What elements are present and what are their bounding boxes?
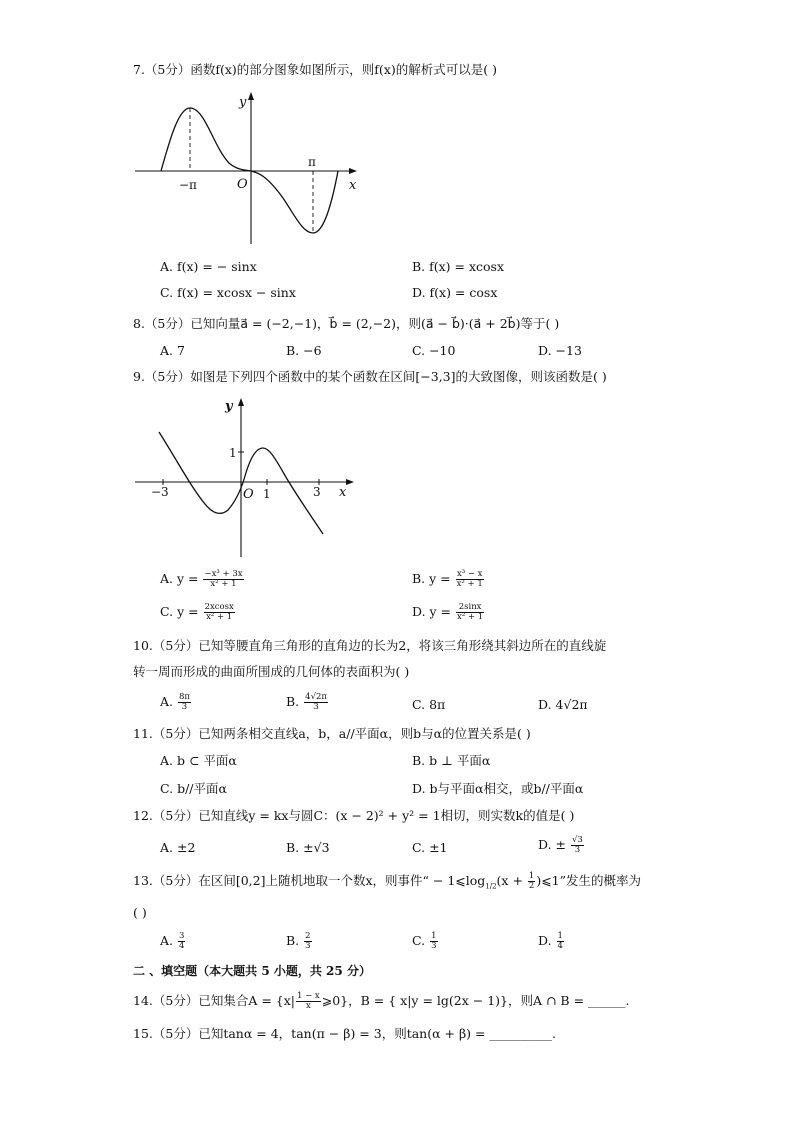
q13-option-b[interactable] xyxy=(286,932,313,951)
q12-d-fraction xyxy=(571,836,584,855)
q9-d-den: x² + 1 xyxy=(457,612,484,622)
q13-d-prefix: D. xyxy=(538,933,552,948)
q9-y-label: y xyxy=(225,399,233,414)
q9-a-prefix: A. y = xyxy=(160,571,199,586)
q13-c-prefix: C. xyxy=(412,933,426,948)
q7-y-label: y xyxy=(239,95,247,110)
q14-fraction xyxy=(296,992,321,1011)
q11-option-a[interactable]: A. b ⊂ 平面α xyxy=(160,753,237,768)
q7-x-arrow xyxy=(349,168,357,174)
q9-option-a[interactable] xyxy=(160,570,245,589)
q13-a-prefix: A. xyxy=(160,933,174,948)
q12-option-c[interactable]: C. ±1 xyxy=(412,840,448,855)
q13-stem-c: )⩽1”发生的概率为 xyxy=(536,873,642,888)
q8-option-d[interactable]: D. −13 xyxy=(538,343,582,358)
q10-a-prefix: A. xyxy=(160,694,174,709)
q10-option-b[interactable] xyxy=(286,693,329,712)
q12-option-a[interactable]: A. ±2 xyxy=(160,840,196,855)
q13-c-den: 3 xyxy=(431,941,437,951)
q9-d-prefix: D. y = xyxy=(412,604,452,619)
q9-a-fraction xyxy=(203,570,243,589)
q9-a-den: x² + 1 xyxy=(210,579,237,589)
q13-option-d[interactable] xyxy=(538,932,565,951)
q9-c-den: x² + 1 xyxy=(206,612,233,622)
q13-d-num: 1 xyxy=(557,931,563,941)
q9-option-d[interactable] xyxy=(412,603,485,622)
q10-b-prefix: B. xyxy=(286,694,300,709)
q14-suffix: ⩾0}，B = { x|y = lg(2x − 1)}，则A ∩ B = ______. xyxy=(321,993,630,1008)
q14-num: 1 − x xyxy=(297,991,320,1001)
q10-option-a[interactable] xyxy=(160,693,192,712)
q13-option-c[interactable] xyxy=(412,932,439,951)
q9-stem: 9.（5分）如图是下列四个函数中的某个函数在区间[−3,3]的大致图像，则该函数是( ) xyxy=(133,369,607,384)
q9-b-den: x² + 1 xyxy=(456,579,483,589)
q8-option-a[interactable]: A. 7 xyxy=(160,343,185,358)
q9-b-fraction xyxy=(456,570,484,589)
q13-c-fraction xyxy=(430,932,437,951)
q13-half-fraction xyxy=(528,872,535,891)
q9-b-prefix: B. y = xyxy=(412,571,451,586)
q10-stem-line2: 转一周而形成的曲面所围成的几何体的表面积为( ) xyxy=(133,664,410,679)
q10-b-num: 4√2π xyxy=(305,692,327,702)
q14-stem xyxy=(133,992,630,1011)
q7-graph xyxy=(133,88,365,248)
q9-d-num: 2sinx xyxy=(456,603,484,613)
q11-stem: 11.（5分）已知两条相交直线a，b，a//平面α，则b与α的位置关系是( ) xyxy=(133,726,531,741)
q9-option-b[interactable] xyxy=(412,570,485,589)
q12-d-prefix: D. ± xyxy=(538,837,566,852)
q9-x-label: x xyxy=(339,485,347,500)
q10-b-fraction xyxy=(304,693,328,712)
q13-half-den: 2 xyxy=(528,881,535,891)
q8-option-b[interactable]: B. −6 xyxy=(286,343,322,358)
q13-b-num: 2 xyxy=(305,931,311,941)
q7-y-arrow xyxy=(248,92,254,100)
q7-x-label: x xyxy=(349,178,357,193)
q10-stem-line1: 10.（5分）已知等腰直角三角形的直角边的长为2，将该三角形绕其斜边所在的直线旋 xyxy=(133,638,607,653)
q10-a-den: 3 xyxy=(181,702,188,712)
q9-c-num: 2xcosx xyxy=(204,602,234,612)
q9-c-prefix: C. y = xyxy=(160,604,199,619)
q8-stem: 8.（5分）已知向量a⃗ = (−2,−1)，b⃗ = (2,−2)，则(a⃗ − b⃗)·(a⃗ + 2b⃗)等于( ) xyxy=(133,316,560,331)
q8-option-c[interactable]: C. −10 xyxy=(412,343,456,358)
q13-d-den: 4 xyxy=(557,941,563,951)
q13-b-den: 3 xyxy=(305,941,311,951)
q7-neg-pi-label: −π xyxy=(179,178,197,192)
q12-stem: 12.（5分）已知直线y = kx与圆C：(x − 2)² + y² = 1相切，则实数k的值是( ) xyxy=(133,808,575,823)
q13-d-fraction xyxy=(557,932,564,951)
q7-option-c[interactable]: C. f(x) = xcosx − sinx xyxy=(160,285,296,300)
q13-a-den: 4 xyxy=(179,941,185,951)
q13-a-fraction xyxy=(178,932,185,951)
q13-b-prefix: B. xyxy=(286,933,300,948)
q13-half-num: 1 xyxy=(528,871,535,881)
q10-option-c[interactable]: C. 8π xyxy=(412,697,446,712)
q9-graph xyxy=(133,392,358,560)
q10-option-d[interactable]: D. 4√2π xyxy=(538,697,588,712)
q11-option-d[interactable]: D. b与平面α相交，或b//平面α xyxy=(412,781,584,796)
q7-option-d[interactable]: D. f(x) = cosx xyxy=(412,285,498,300)
q11-option-b[interactable]: B. b ⊥ 平面α xyxy=(412,753,491,768)
q12-option-d[interactable] xyxy=(538,836,585,855)
q10-a-num: 8π xyxy=(179,692,190,702)
q13-b-fraction xyxy=(304,932,311,951)
q13-c-num: 1 xyxy=(431,931,437,941)
q9-3-label: 3 xyxy=(313,485,321,499)
q9-option-c[interactable] xyxy=(160,603,236,622)
q10-a-fraction xyxy=(178,693,191,712)
q12-d-num: √3 xyxy=(571,835,583,845)
q9-neg3-label: −3 xyxy=(151,485,169,499)
q13-a-num: 3 xyxy=(179,931,185,941)
q11-option-c[interactable]: C. b//平面α xyxy=(160,781,227,796)
q13-stem-a: 13.（5分）在区间[0,2]上随机地取一个数x，则事件“ − 1⩽log xyxy=(133,873,486,888)
q12-d-den: 3 xyxy=(574,845,581,855)
q7-pi-label: π xyxy=(308,155,316,169)
q7-origin-label: O xyxy=(237,177,248,192)
q9-b-num: x³ − x xyxy=(456,569,483,579)
q14-prefix: 14.（5分）已知集合A = {x| xyxy=(133,993,295,1008)
q13-option-a[interactable] xyxy=(160,932,186,951)
q9-a-num: −x³ + 3x xyxy=(204,569,243,579)
q9-y-arrow xyxy=(238,398,244,406)
q7-stem: 7.（5分）函数f(x)的部分图象如图所示，则f(x)的解析式可以是( ) xyxy=(133,62,497,77)
q9-d-fraction xyxy=(456,603,484,622)
q7-option-b[interactable]: B. f(x) = xcosx xyxy=(412,259,505,274)
q13-stem xyxy=(133,872,641,895)
q13-stem-b: (x + xyxy=(496,873,523,888)
q9-x1-label: 1 xyxy=(263,487,271,501)
q7-option-a[interactable]: A. f(x) = − sinx xyxy=(160,259,257,274)
q14-den: x xyxy=(305,1001,311,1011)
q10-b-den: 3 xyxy=(313,702,319,712)
q9-y1-label: 1 xyxy=(229,446,237,460)
q9-origin-label: O xyxy=(243,487,254,502)
q9-c-fraction xyxy=(204,603,235,622)
q12-option-b[interactable]: B. ±√3 xyxy=(286,840,330,855)
q13-stem-line2: ( ) xyxy=(133,905,147,920)
q13-log-base: 1/2 xyxy=(485,882,497,891)
q15-stem: 15.（5分）已知tanα = 4，tan(π − β) = 3，则tan(α + β) = __________. xyxy=(133,1026,556,1041)
q9-x-arrow xyxy=(346,479,354,485)
section-heading: 二 、填空题（本大题共 5 小题，共 25 分） xyxy=(133,964,371,978)
